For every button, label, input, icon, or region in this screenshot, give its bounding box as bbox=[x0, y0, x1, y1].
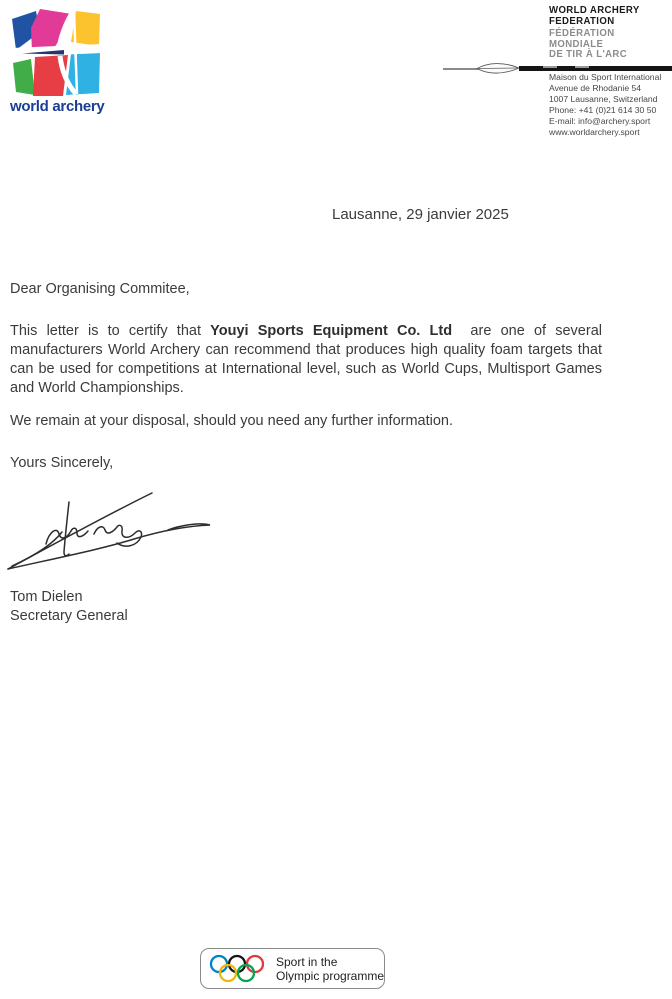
signer-block bbox=[10, 588, 128, 626]
world-archery-logo-icon bbox=[10, 8, 102, 96]
org-name-fr-line2: MONDIALE bbox=[549, 38, 604, 50]
arrow-shaft bbox=[519, 66, 672, 71]
para1-prefix: This letter is to certify that bbox=[10, 323, 211, 339]
address-block bbox=[549, 72, 661, 137]
org-name-fr-line1: FÉDÉRATION bbox=[549, 28, 615, 39]
address-line-building: Maison du Sport International bbox=[549, 72, 662, 82]
address-line-street: Avenue de Rhodanie 54 bbox=[549, 82, 642, 93]
company-name: Youyi Sports Equipment Co. Ltd bbox=[210, 323, 453, 339]
salutation: Dear Organising Commitee, bbox=[10, 281, 190, 297]
shaft-notch bbox=[543, 66, 557, 68]
federation-names bbox=[549, 6, 640, 61]
world-archery-logo bbox=[10, 8, 120, 115]
date-line: Lausanne, 29 janvier 2025 bbox=[332, 206, 509, 223]
signature-image bbox=[2, 482, 217, 574]
body-paragraph-1 bbox=[10, 322, 607, 398]
olympic-programme-label bbox=[276, 955, 384, 983]
address-line-phone: Phone: +41 (0)21 614 30 50 bbox=[549, 104, 657, 115]
arrow-fletching-icon bbox=[475, 61, 521, 76]
signer-name: Tom Dielen bbox=[10, 589, 83, 605]
address-line-email: E-mail: info@archery.sport bbox=[549, 115, 651, 126]
wordmark-text: world archery bbox=[10, 98, 105, 115]
closing-line: Yours Sincerely, bbox=[10, 455, 114, 471]
org-name-en-line1: WORLD ARCHERY bbox=[549, 5, 640, 16]
org-name-en-line2: FEDERATION bbox=[549, 15, 615, 27]
address-line-website: www.worldarchery.sport bbox=[549, 126, 640, 137]
olympic-label-line2: Olympic programme bbox=[276, 968, 385, 983]
shaft-notch bbox=[575, 66, 589, 68]
olympic-label-line1: Sport in the bbox=[276, 954, 338, 969]
body-paragraph-2: We remain at your disposal, should you need any further information. bbox=[10, 413, 454, 429]
olympic-rings-icon bbox=[209, 952, 267, 986]
address-line-city: 1007 Lausanne, Switzerland bbox=[549, 93, 658, 104]
org-name-fr-line3: DE TIR À L'ARC bbox=[549, 49, 628, 60]
olympic-programme-badge bbox=[200, 948, 385, 989]
para1-suffix: are one of several manufacturers World Archery can recommend that produces high quality foam targets that can be used for competitions at International level, such as World Cups, Multisport Games and World Championships. bbox=[10, 323, 607, 396]
signer-title: Secretary General bbox=[10, 608, 128, 625]
